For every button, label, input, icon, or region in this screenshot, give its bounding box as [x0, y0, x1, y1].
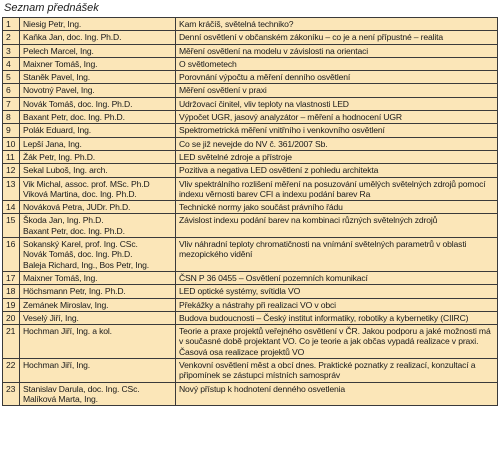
table-row [3, 84, 498, 97]
lecture-number: 20 [3, 311, 20, 324]
lecture-topic-text: Technické normy jako součást právního řádu [179, 202, 343, 213]
lecturer-name: Niesig Petr, Ing. [23, 19, 82, 29]
lecturer-cell [20, 298, 176, 311]
lecture-topic-text: Teorie a praxe projektů veřejného osvětlení v ČR. Jakou podporu a jaké možnosti má v současné době projektant VO. Co je teorie a jak občas vypadá realizace v praxi. Časová osa realizace projektů VO [179, 326, 491, 357]
table-row [3, 359, 498, 383]
lecturer-name: Viková Martina, doc. Ing. Ph.D. [23, 188, 137, 199]
lecture-number: 13 [3, 177, 20, 201]
lecture-topic [176, 71, 498, 84]
lecture-number: 7 [3, 97, 20, 110]
lecture-topic-text: Denní osvětlení v občanském zákoníku – co je a není přípustné – realita [179, 32, 444, 43]
page-title: Seznam přednášek [4, 2, 99, 14]
lecturer-cell [20, 325, 176, 359]
lecture-topic [176, 150, 498, 163]
table-row [3, 311, 498, 324]
lecturer-cell [20, 150, 176, 163]
lecture-topic [176, 84, 498, 97]
lecturer-cell [20, 214, 176, 238]
lecturer-name: Malíková Marta, Ing. [23, 393, 98, 404]
lecturer-name: Hochman Jiří, Ing. [23, 360, 91, 371]
table-row [3, 298, 498, 311]
lecture-number: 23 [3, 382, 20, 406]
lecturer-name: Staněk Pavel, Ing. [23, 72, 91, 83]
lecturer-name: Sekal Luboš, Ing. arch. [23, 165, 108, 176]
lecturer-name: Žák Petr, Ing. Ph.D. [23, 151, 95, 162]
lecturer-name: Baleja Richard, Ing., Bos Petr, Ing. [23, 259, 149, 270]
lecture-topic-text: Co se již nevejde do NV č. 361/2007 Sb. [179, 138, 328, 149]
lecture-number: 3 [3, 44, 20, 57]
lecturer-name: Novotný Pavel, Ing. [23, 85, 95, 96]
lecture-topic [176, 214, 498, 238]
lecturer-cell [20, 271, 176, 284]
lecture-topic [176, 311, 498, 324]
lecture-topic [176, 298, 498, 311]
lecturer-cell [20, 44, 176, 57]
lecturer-name: Hochman Jiří, Ing. a kol. [23, 326, 112, 337]
lecture-number: 8 [3, 111, 20, 124]
lecture-topic [176, 382, 498, 406]
lecture-number: 18 [3, 285, 20, 298]
lecture-number: 10 [3, 137, 20, 150]
lecture-number: 4 [3, 57, 20, 70]
lecturer-cell [20, 164, 176, 177]
table-row [3, 57, 498, 70]
lecturer-cell [20, 311, 176, 324]
lecture-topic-text: Kam kráčíš, světelná techniko? [179, 19, 294, 29]
lecturer-name: Polák Eduard, Ing. [23, 125, 92, 136]
lecturer-cell [20, 71, 176, 84]
lecturer-name: Škoda Jan, Ing. Ph.D. [23, 215, 104, 226]
lecturer-cell [20, 359, 176, 383]
lecture-topic-text: Měření osvětlení v praxi [179, 85, 267, 96]
lecturer-name: Nováková Petra, JUDr. Ph.D. [23, 202, 131, 213]
lecture-topic [176, 177, 498, 201]
lecturer-name: Vik Michal, assoc. prof. MSc. Ph.D [23, 178, 150, 189]
lecture-topic-text: Měření osvětlení na modelu v závislosti na orientaci [179, 45, 369, 56]
lecture-topic-text: Nový přístup k hodnotení denného osvetlenia [179, 383, 346, 394]
lecturer-cell [20, 177, 176, 201]
lecturer-name: Maixner Tomáš, Ing. [23, 58, 98, 69]
lecture-number: 12 [3, 164, 20, 177]
lecture-topic-text: Udržovací činitel, vliv teploty na vlastnosti LED [179, 98, 349, 109]
table-row [3, 44, 498, 57]
lecture-topic [176, 44, 498, 57]
lecture-topic-text: Výpočet UGR, jasový analyzátor – měření a hodnocení UGR [179, 112, 402, 123]
lecturer-name: Maixner Tomáš, Ing. [23, 272, 98, 283]
lecture-number: 16 [3, 238, 20, 272]
lecture-topic [176, 201, 498, 214]
lecture-topic-text: Spektrometrická měření vnitřního i venkovního osvětlení [179, 125, 385, 136]
lecturer-name: Pelech Marcel, Ing. [23, 45, 94, 56]
lecturer-cell [20, 201, 176, 214]
lecture-topic [176, 359, 498, 383]
lecture-topic [176, 238, 498, 272]
table-row [3, 137, 498, 150]
lecturer-name: Novák Tomáš, doc. Ing. Ph.D. [23, 249, 133, 260]
lecture-topic [176, 325, 498, 359]
lecturer-name: Baxant Petr, doc. Ing. Ph.D. [23, 225, 125, 236]
lecturer-cell [20, 238, 176, 272]
lecture-topic-text: ČSN P 36 0455 – Osvětlení pozemních komunikací [179, 272, 368, 283]
table-row [3, 164, 498, 177]
lecturer-name: Kaňka Jan, doc. Ing. Ph.D. [23, 32, 122, 43]
lecture-topic [176, 137, 498, 150]
lecturer-name: Sokanský Karel, prof. Ing. CSc. [23, 239, 138, 250]
lecture-number: 14 [3, 201, 20, 214]
lecture-topic-text: Překážky a nástrahy při realizaci VO v obci [179, 299, 336, 310]
lecturer-cell [20, 124, 176, 137]
lecture-topic-text: LED optické systémy, svítidla VO [179, 286, 301, 297]
lecturer-name: Veselý Jiří, Ing. [23, 312, 79, 323]
lecture-number: 5 [3, 71, 20, 84]
lecture-topic [176, 271, 498, 284]
lecture-table [2, 17, 498, 406]
lecture-number: 22 [3, 359, 20, 383]
table-row [3, 201, 498, 214]
lecture-topic-text: LED světelné zdroje a přístroje [179, 151, 292, 162]
lecture-topic [176, 18, 498, 31]
lecturer-name: Stanislav Darula, doc. Ing. CSc. [23, 383, 140, 394]
lecturer-cell [20, 18, 176, 31]
lecture-topic-text: Pozitiva a negativa LED osvětlení z pohledu architekta [179, 165, 379, 176]
lecture-number: 11 [3, 150, 20, 163]
table-row [3, 271, 498, 284]
lecture-number: 6 [3, 84, 20, 97]
lecture-topic [176, 164, 498, 177]
table-row [3, 111, 498, 124]
lecturer-cell [20, 111, 176, 124]
lecturer-cell [20, 285, 176, 298]
table-row [3, 382, 498, 406]
lecture-number: 21 [3, 325, 20, 359]
lecture-topic [176, 31, 498, 44]
lecture-table-body [3, 18, 498, 406]
table-row [3, 214, 498, 238]
table-row [3, 124, 498, 137]
table-row [3, 150, 498, 163]
lecture-topic-text: Vliv náhradní teploty chromatičnosti na vnímání světelných parametrů v oblasti mezopického vidění [179, 239, 467, 260]
lecturer-name: Höchsmann Petr, Ing. Ph.D. [23, 286, 126, 297]
table-row [3, 31, 498, 44]
table-row [3, 325, 498, 359]
lecturer-name: Lepší Jana, Ing. [23, 138, 82, 149]
lecturer-cell [20, 57, 176, 70]
lecture-topic [176, 285, 498, 298]
table-row [3, 18, 498, 31]
lecture-number: 9 [3, 124, 20, 137]
lecturer-name: Zemánek Miroslav, Ing. [23, 299, 109, 310]
lecture-topic-text: Závislost indexu podání barev na kombinaci různých světelných zdrojů [179, 215, 438, 226]
lecture-topic-text: Budova budoucnosti – Český institut informatiky, robotiky a kybernetiky (CIIRC) [179, 312, 469, 323]
table-row [3, 97, 498, 110]
table-row [3, 285, 498, 298]
lecture-number: 15 [3, 214, 20, 238]
lecturer-cell [20, 31, 176, 44]
lecture-number: 17 [3, 271, 20, 284]
lecture-topic-text: Porovnání výpočtu a měření denního osvětlení [179, 72, 351, 83]
table-row [3, 238, 498, 272]
lecture-topic [176, 124, 498, 137]
table-row [3, 71, 498, 84]
lecturer-cell [20, 97, 176, 110]
table-row [3, 177, 498, 201]
lecture-topic [176, 97, 498, 110]
lecturer-name: Baxant Petr, doc. Ing. Ph.D. [23, 112, 125, 123]
lecture-topic-text: O světlometech [179, 58, 237, 69]
lecturer-cell [20, 84, 176, 97]
lecture-topic-text: Venkovní osvětlení měst a obcí dnes. Praktické poznatky z realizací, konzultací a připomínek se zástupci místních samospráv [179, 360, 476, 381]
lecture-number: 19 [3, 298, 20, 311]
lecture-topic [176, 57, 498, 70]
lecture-number: 1 [3, 18, 20, 31]
lecturer-cell [20, 137, 176, 150]
lecture-topic-text: Vliv spektrálního rozlišení měření na posuzování umělých světelných zdrojů pomocí indexu věrnosti barev CFI a indexu podání barev Ra [179, 178, 486, 199]
lecture-number: 2 [3, 31, 20, 44]
lecture-topic [176, 111, 498, 124]
lecturer-cell [20, 382, 176, 406]
lecturer-name: Novák Tomáš, doc. Ing. Ph.D. [23, 98, 133, 109]
